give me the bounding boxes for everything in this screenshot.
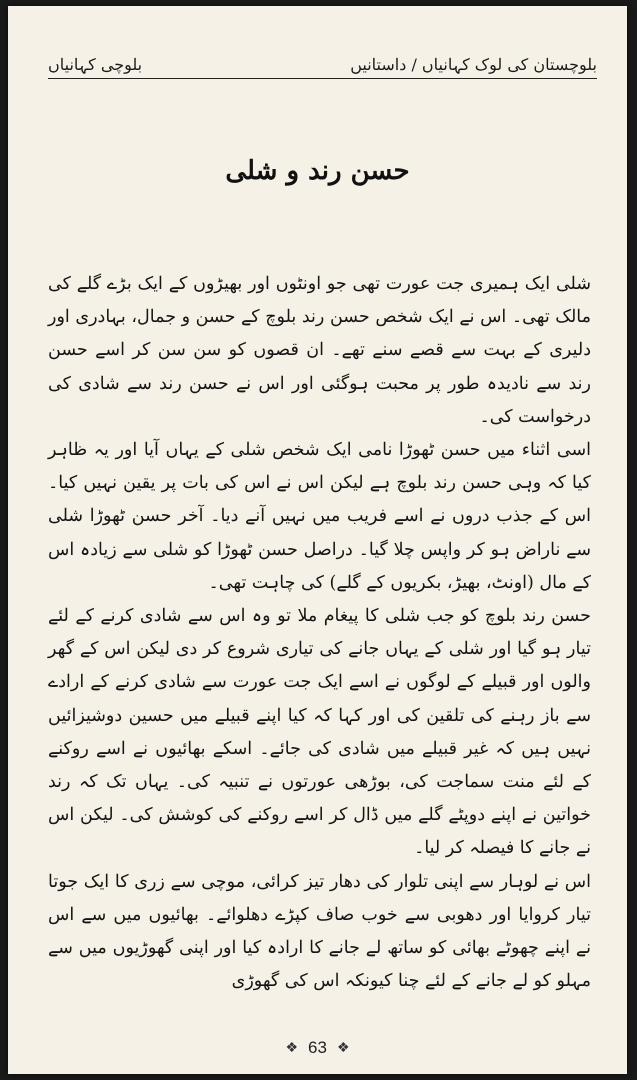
paragraph-3: حسن رند بلوچ کو جب شلی کا پیغام ملا تو وہ اس سے شادی کرنے کے لئے تیار ہو گیا اور شلی کے یہاں جانے کی تیاری شروع کر دی لیکن اس کے گھر والوں اور قبیلے کے لوگوں نے اسے ایک جت عورت سے شادی کرنے کے ارادے سے باز رہنے کی تلقین کی اور کہا کہ کیا اپنے قبیلے میں حسین دوشیزائیں نہیں ہیں کہ غیر قبیلے میں شادی کی جائے۔ اسکے بھائیوں نے اسے روکنے کے لئے منت سماجت کی، بوڑھی عورتوں نے تنبیہ کی۔ یہاں تک کہ رند خواتین نے اپنے دوپٹے گلے میں ڈال کر اسے روکنے کی کوشش کی۔ لیکن اس نے جانے کا فیصلہ کر لیا۔ [48, 606, 591, 859]
story-title: حسن رند و شلی [225, 156, 410, 186]
paragraph-4: اس نے لوہار سے اپنی تلوار کی دھار تیز کرائی، موچی سے زری کا ایک جوتا تیار کروایا اور دھوبی سے خوب صاف کپڑے دھلوائے۔ بھائیوں میں سے اس نے اپنے چھوٹے بھائی کو ساتھ لے جانے کا ارادہ کیا اور اپنی گھوڑیوں میں سے مہلو کو لے جانے کے لئے چنا کیونکہ اس کی گھوڑی [48, 871, 591, 992]
header-right-text: بلوچستان کی لوک کہانیاں / داستانیں [350, 55, 597, 74]
ornament-left-icon: ❖ [285, 1040, 299, 1056]
ornament-right-icon: ❖ [336, 1040, 350, 1056]
book-page [8, 6, 627, 1074]
running-header [48, 44, 597, 79]
paragraph-2: اسی اثناء میں حسن ٹھوڑا نامی ایک شخص شلی کے یہاں آیا اور یہ ظاہر کیا کہ وہی حسن رند بلوچ ہے لیکن اس نے اس کی بات پر یقین نہیں کیا۔ اس کے جذب دروں نے اسے فریب میں نہیں آنے دیا۔ آخر حسن ٹھوڑا شلی سے ناراض ہو کر واپس چلا گیا۔ دراصل حسن ٹھوڑا کو شلی سے زیادہ اس کے مال (اونٹ، بھیڑ، بکریوں کے گلے) کی چاہت تھی۔ [48, 440, 591, 593]
page-number: 63 [308, 1038, 327, 1057]
paragraph-1: شلی ایک ہمیری جت عورت تھی جو اونٹوں اور بھیڑوں کے ایک بڑے گلے کی مالک تھی۔ اس نے ایک شخص حسن رند بلوچ کے حسن و جمال، بہادری اور دلیری کے بہت سے قصے سنے تھے۔ ان قصوں کو سن سن کر اسے حسن رند سے نادیدہ طور پر محبت ہوگئی اور اس نے حسن رند سے شادی کی درخواست کی۔ [48, 274, 591, 427]
header-left-text: بلوچی کہانیاں [48, 55, 143, 74]
story-body [48, 268, 591, 998]
page-footer [8, 1038, 627, 1058]
